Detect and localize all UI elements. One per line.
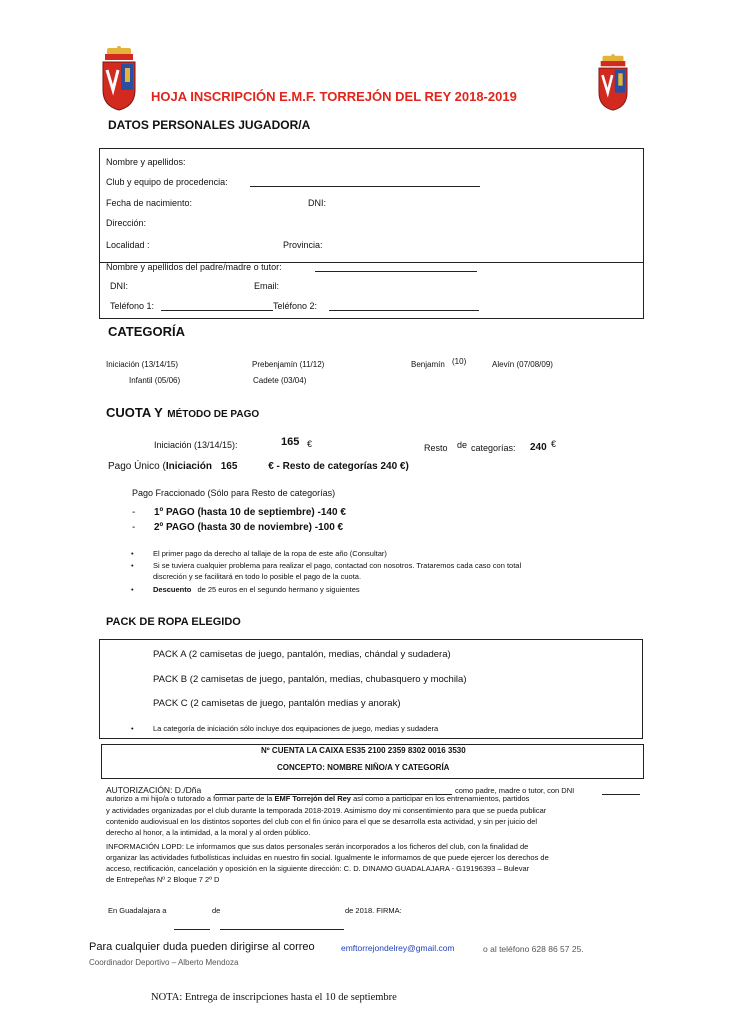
pago-fraccionado: Pago Fraccionado (Sólo para Resto de categorías): [132, 488, 336, 498]
pack-a[interactable]: PACK A (2 camisetas de juego, pantalón, medias, chándal y sudadera): [153, 649, 451, 660]
tutor-field[interactable]: [315, 271, 477, 272]
cuota-note-2a: • Si se tuviera cualquier problema para realizar el pago, contactad con nosotros. Trataremos cada caso con total: [153, 561, 521, 570]
cuota-iniciacion-amount: 165: [281, 436, 300, 448]
fecha-label: Fecha de nacimiento:: [106, 198, 193, 208]
document-title: HOJA INSCRIPCIÓN E.M.F. TORREJÓN DEL REY 2018-2019: [151, 89, 517, 104]
cuota-note-1: • El primer pago da derecho al tallaje de la ropa de este año (Consultar): [153, 549, 387, 558]
pago-1: - 1º PAGO (hasta 10 de septiembre) -140 €: [154, 507, 346, 518]
tel2-label: Teléfono 2:: [273, 301, 318, 311]
autorizacion-p1: [106, 794, 529, 803]
tel2-field[interactable]: [329, 310, 479, 311]
lopd-line-4: de Entrepeñas Nº 2 Bloque 7 2º D: [106, 875, 220, 884]
cuota-note-3: [153, 585, 360, 594]
tel1-label: Teléfono 1:: [110, 301, 155, 311]
autorizacion-p1-a: autorizo a mi hijo/a o tutorado a formar parte de la: [106, 794, 273, 803]
pago-unico-prefix: Pago Único (: [108, 461, 166, 472]
pago-unico-ini-amount: 165: [220, 461, 238, 472]
cuota-iniciacion-label: Iniciación (13/14/15):: [154, 440, 238, 450]
provincia-label: Provincia:: [283, 240, 323, 250]
autorizacion-p1-b: así como a participar en los entrenamientos, partidos: [353, 794, 530, 803]
firma-day-field[interactable]: [174, 929, 210, 930]
cuota-heading-b: MÉTODO DE PAGO: [167, 409, 260, 420]
autorizacion-p2: y actividades organizadas por el club durante la temporada 2018-2019. Asimismo doy mi consentimiento para que se pueda publicar: [106, 806, 547, 815]
cuota-iniciacion-euro: €: [307, 439, 313, 449]
autorizacion-label: AUTORIZACIÓN: D./Dña: [106, 785, 202, 795]
tutor-dni-label: DNI:: [110, 281, 128, 291]
cuota-heading-a: CUOTA Y: [106, 405, 163, 420]
cat-infantil[interactable]: Infantil (05/06): [129, 376, 181, 385]
pago-unico: [108, 461, 409, 472]
firma-en: En Guadalajara a: [108, 906, 167, 915]
contacto-coordinador: Coordinador Deportivo – Alberto Mendoza: [89, 958, 239, 967]
cat-cadete[interactable]: Cadete (03/04): [253, 376, 307, 385]
contacto-text: Para cualquier duda pueden dirigirse al correo: [89, 941, 315, 953]
contacto-tel: o al teléfono 628 86 57 25.: [483, 944, 584, 954]
nota: NOTA: Entrega de inscripciones hasta el 10 de septiembre: [151, 992, 397, 1003]
pago-unico-ini: Iniciación: [165, 461, 212, 472]
club-label: Club y equipo de procedencia:: [106, 177, 228, 187]
contacto-email-link[interactable]: emftorrejondelrey@gmail.com: [341, 943, 455, 953]
firma-de: de: [212, 906, 221, 915]
pack-note: • La categoría de iniciación sólo incluye dos equipaciones de juego, medias y sudadera: [153, 724, 438, 733]
firma-month-field[interactable]: [220, 929, 344, 930]
autorizacion-p4: derecho al honor, a la intimidad, a la moral y al orden público.: [106, 828, 311, 837]
cuota-heading: [106, 404, 259, 422]
categoria-heading: CATEGORÍA: [108, 324, 186, 339]
cuota-resto-euro: €: [551, 439, 557, 449]
cuota-resto-cat: categorías:: [471, 443, 516, 453]
dni-label: DNI:: [308, 198, 326, 208]
lopd-line-1: INFORMACIÓN LOPD: Le informamos que sus datos personales serán incorporados a los ficheros del club, con la finalidad de: [106, 842, 529, 851]
cat-iniciacion[interactable]: Iniciación (13/14/15): [106, 360, 179, 369]
autorizacion-p1-club: EMF Torrejón del Rey: [274, 794, 351, 803]
direccion-label: Dirección:: [106, 218, 147, 228]
cuota-note-3-bold: Descuento: [153, 585, 192, 594]
pago-2: - 2º PAGO (hasta 30 de noviembre) -100 €: [154, 522, 343, 533]
localidad-label: Localidad :: [106, 240, 150, 250]
tutor-label: Nombre y apellidos del padre/madre o tutor:: [106, 262, 282, 272]
personal-heading: DATOS PERSONALES JUGADOR/A: [108, 118, 311, 132]
cuota-resto-amount: 240: [530, 442, 547, 453]
tel1-field[interactable]: [161, 310, 273, 311]
pago-unico-rest: € - Resto de categorías 240 €): [268, 461, 409, 472]
autorizacion-como: como padre, madre o tutor, con DNI: [455, 786, 575, 795]
crest-left-icon: [101, 46, 137, 112]
cat-alevin[interactable]: Alevín (07/08/09): [492, 360, 553, 369]
cuota-note-2b: discreción y se facilitará en todo lo posible el pago de la cuota.: [153, 572, 362, 581]
pack-heading: PACK DE ROPA ELEGIDO: [106, 616, 241, 628]
cat-prebenjamin[interactable]: Prebenjamín (11/12): [252, 360, 325, 369]
club-field[interactable]: [250, 186, 480, 187]
autorizacion-p3: contenido audiovisual en los distintos soportes del club con el fin único para el que se desarrolla esta actividad, y sin per juicio del: [106, 817, 538, 826]
cuota-resto-de: de: [457, 440, 468, 450]
lopd-line-3: acceso, rectificación, cancelación y oposición en la siguiente dirección: C. D. DINAMO GUADALAJARA - G19196393 – Bulevar: [106, 864, 530, 873]
cuota-note-3-rest: de 25 euros en el segundo hermano y siguientes: [197, 585, 360, 594]
firma-anio: de 2018. FIRMA:: [345, 906, 402, 915]
cat-benjamin-years: (10): [452, 357, 467, 366]
cat-benjamin[interactable]: Benjamín: [411, 360, 445, 369]
cuenta-line-1: Nº CUENTA LA CAIXA ES35 2100 2359 8302 0016 3530: [261, 746, 466, 755]
crest-right-icon: [597, 54, 629, 112]
lopd-line-2: organizar las actividades futbolísticas incluidas en nuestro fin social. Igualmente le informamos de que puede ejercer los derechos de: [106, 853, 549, 862]
cuenta-line-2: CONCEPTO: NOMBRE NIÑO/A Y CATEGORÍA: [277, 763, 450, 772]
pack-b[interactable]: PACK B (2 camisetas de juego, pantalón, medias, chubasquero y mochila): [153, 674, 467, 685]
nombre-label: Nombre y apellidos:: [106, 157, 186, 167]
pack-c[interactable]: PACK C (2 camisetas de juego, pantalón medias y anorak): [153, 698, 401, 709]
cuota-resto-label: Resto: [424, 443, 448, 453]
email-label: Email:: [254, 281, 280, 291]
autorizacion-dni-field[interactable]: [602, 794, 640, 795]
